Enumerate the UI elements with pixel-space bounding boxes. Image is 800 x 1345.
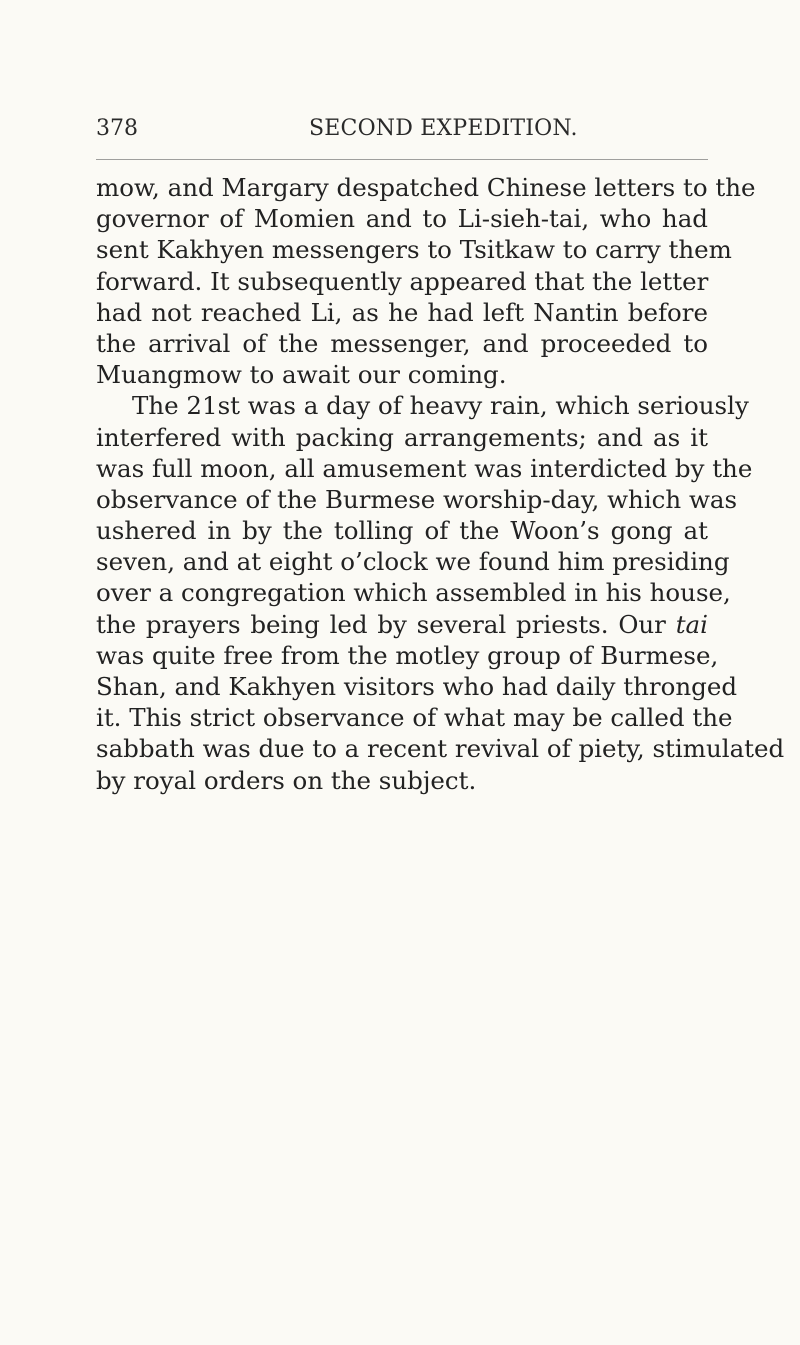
text-segment: the prayers being led by several priests. Our xyxy=(96,609,666,639)
italic-word-tai: tai xyxy=(675,609,708,639)
text-line: had not reached Li, as he had left Nantin before xyxy=(96,297,708,327)
text-line: was full moon, all amusement was interdicted by the xyxy=(96,453,753,483)
text-line: observance of the Burmese worship-day, which was xyxy=(96,484,738,514)
running-head xyxy=(96,114,708,144)
text-line: over a congregation which assembled in his house, xyxy=(96,578,731,608)
header-rule xyxy=(96,159,708,160)
text-line: Shan, and Kakhyen visitors who had daily thronged xyxy=(96,672,738,701)
text-line: the arrival of the messenger, and proceeded to xyxy=(96,328,708,358)
text-line: mow, and Margary despatched Chinese letters to the xyxy=(96,173,756,202)
text-line: it. This strict observance of what may be called the xyxy=(96,703,733,733)
text-line: interfered with packing arrangements; and as it xyxy=(96,422,708,452)
text-line: Muangmow to await our coming. xyxy=(96,360,507,390)
text-line: governor of Momien and to Li-sieh-tai, who had xyxy=(96,204,708,234)
text-line-with-italic xyxy=(96,609,708,640)
text-line: seven, and at eight o’clock we found him presiding xyxy=(96,547,730,577)
body-text xyxy=(96,172,785,796)
page-number: 378 xyxy=(96,116,138,141)
text-line: ushered in by the tolling of the Woon’s gong at xyxy=(96,516,708,546)
text-line: sent Kakhyen messengers to Tsitkaw to carry them xyxy=(96,235,732,265)
text-line: by royal orders on the subject. xyxy=(96,765,477,795)
text-line: sabbath was due to a recent revival of piety, stimulated xyxy=(96,734,785,764)
text-line: forward. It subsequently appeared that the letter xyxy=(96,266,709,296)
text-line: was quite free from the motley group of Burmese, xyxy=(96,640,719,670)
text-line: The 21st was a day of heavy rain, which seriously xyxy=(132,391,749,421)
running-title: SECOND EXPEDITION. xyxy=(309,116,578,141)
